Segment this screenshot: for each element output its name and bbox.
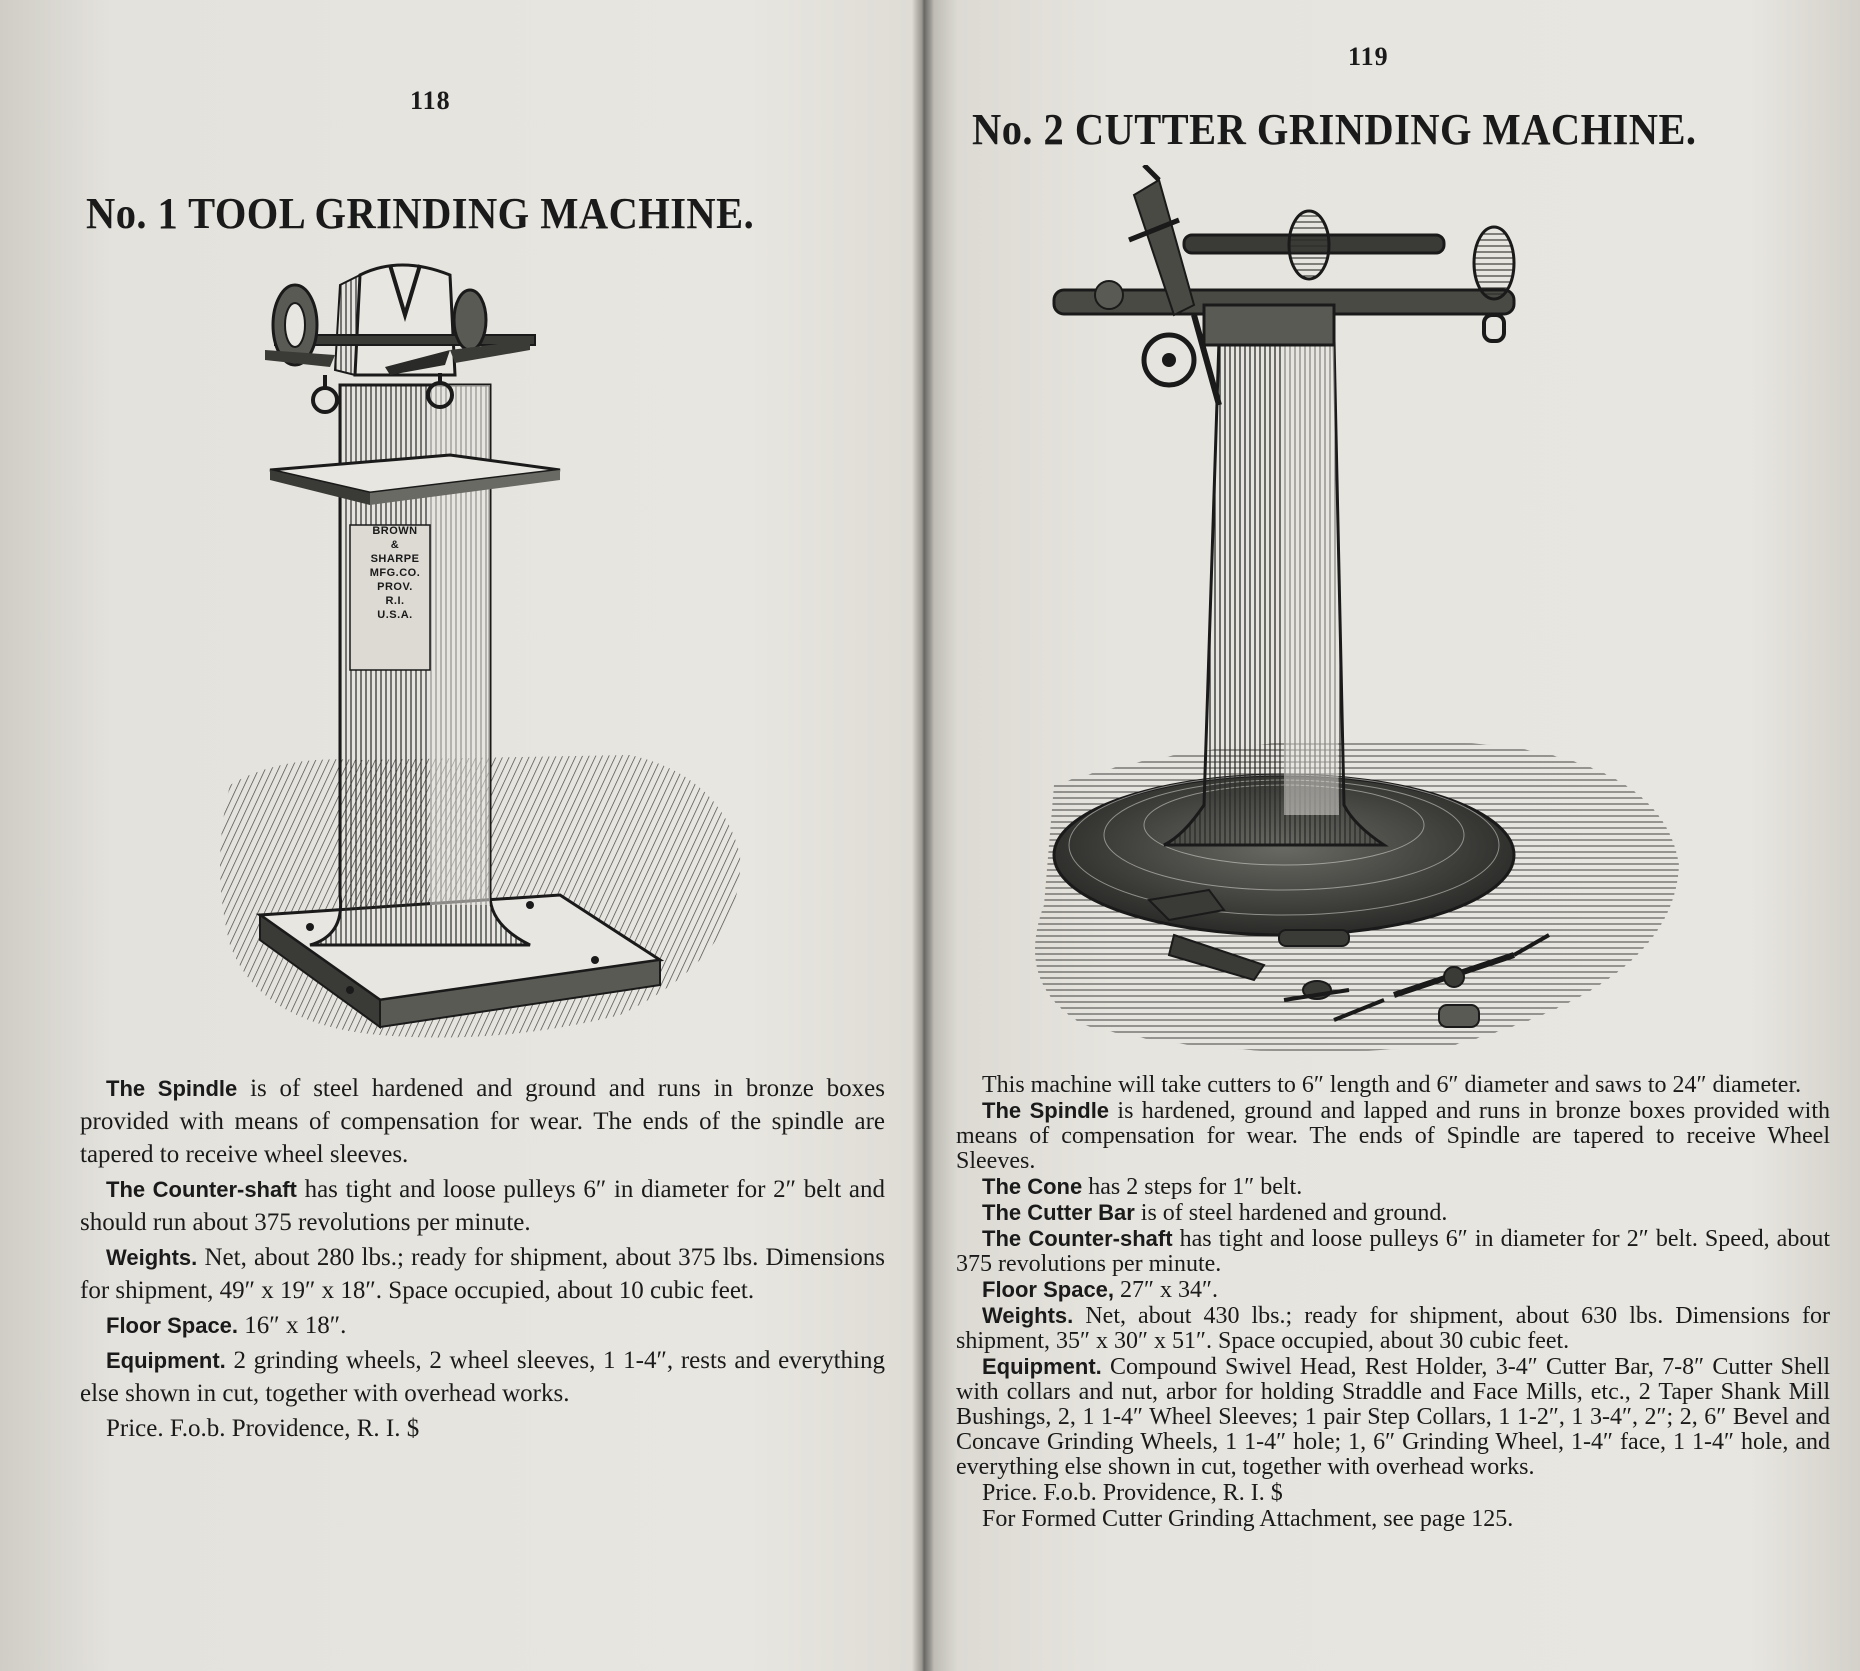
right-page-body <box>956 1072 1830 1532</box>
right-page-number: 119 <box>1348 42 1389 71</box>
body-paragraph: The Spindle is of steel hardened and ground and runs in bronze boxes provided with means of compensation for wear. The ends of the spindle are tapered to receive wheel sleeves. <box>80 1075 885 1168</box>
tool-grinding-machine-illustration <box>200 255 760 1055</box>
stamp-line: SHARPE <box>370 553 420 565</box>
body-paragraph: The Cutter Bar is of steel hardened and ground. <box>982 1200 1448 1226</box>
right-page-title: No. 2 CUTTER GRINDING MACHINE. <box>972 105 1697 154</box>
right-page <box>934 0 1860 1671</box>
left-page-title: No. 1 TOOL GRINDING MACHINE. <box>86 189 755 238</box>
attachment-reference: For Formed Cutter Grinding Attachment, see page 125. <box>982 1506 1514 1532</box>
body-paragraph: The Spindle is hardened, ground and lapped and runs in bronze boxes provided with means of compensation for wear. The ends of Spindle are tapered to receive Wheel Sleeves. <box>956 1098 1830 1174</box>
cutter-grinding-machine-illustration <box>934 165 1694 1065</box>
body-paragraph: This machine will take cutters to 6″ length and 6″ diameter and saws to 24″ diameter. <box>982 1072 1802 1098</box>
stamp-line: R.I. <box>385 595 405 607</box>
price-line: Price. F.o.b. Providence, R. I. $ <box>106 1415 420 1442</box>
left-page <box>0 0 916 1671</box>
stamp-line: BROWN <box>372 525 418 537</box>
stamp-line: MFG.CO. <box>369 567 421 579</box>
body-paragraph: Equipment. Compound Swivel Head, Rest Holder, 3-4″ Cutter Bar, 7-8″ Cutter Shell with collars and nut, arbor for holding Straddle and Face Mills, etc., 2 Taper Shank Mill Bushings, 2, 1 1-4″ Wheel Sleeves; 1 pair Step Collars, 1 1-2″, 1 3-4″, 2″; 2, 6″ Bevel and Concave Grinding Wheels, 1 1-4″ hole; 1, 6″ Grinding Wheel, 1-4″ face, 1 1-4″ hole, and everything else shown in cut, together with overhead works. <box>956 1354 1830 1480</box>
brown-sharpe-stamp <box>355 524 435 622</box>
left-page-number: 118 <box>410 86 451 115</box>
price-line: Price. F.o.b. Providence, R. I. $ <box>982 1480 1283 1506</box>
body-paragraph: Weights. Net, about 280 lbs.; ready for shipment, about 375 lbs. Dimensions for shipment, 49″ x 19″ x 18″. Space occupied, about 10 cubic feet. <box>80 1244 885 1304</box>
stamp-line: PROV. <box>377 581 413 593</box>
body-paragraph: Equipment. 2 grinding wheels, 2 wheel sleeves, 1 1-4″, rests and everything else shown in cut, together with overhead works. <box>80 1347 885 1407</box>
body-paragraph: Weights. Net, about 430 lbs.; ready for shipment, about 630 lbs. Dimensions for shipment, 35″ x 30″ x 51″. Space occupied, about 30 cubic feet. <box>956 1303 1830 1354</box>
body-paragraph: The Cone has 2 steps for 1″ belt. <box>982 1174 1303 1200</box>
stamp-line: & <box>390 539 400 551</box>
body-paragraph: Floor Space. 16″ x 18″. <box>106 1312 347 1339</box>
body-paragraph: The Counter-shaft has tight and loose pulleys 6″ in diameter for 2″ belt and should run about 375 revolutions per minute. <box>80 1176 885 1236</box>
body-paragraph: Floor Space, 27″ x 34″. <box>982 1277 1219 1303</box>
stamp-line: U.S.A. <box>377 609 413 621</box>
left-page-body <box>80 1072 885 1447</box>
body-paragraph: The Counter-shaft has tight and loose pulleys 6″ in diameter for 2″ belt. Speed, about 375 revolutions per minute. <box>956 1226 1830 1277</box>
